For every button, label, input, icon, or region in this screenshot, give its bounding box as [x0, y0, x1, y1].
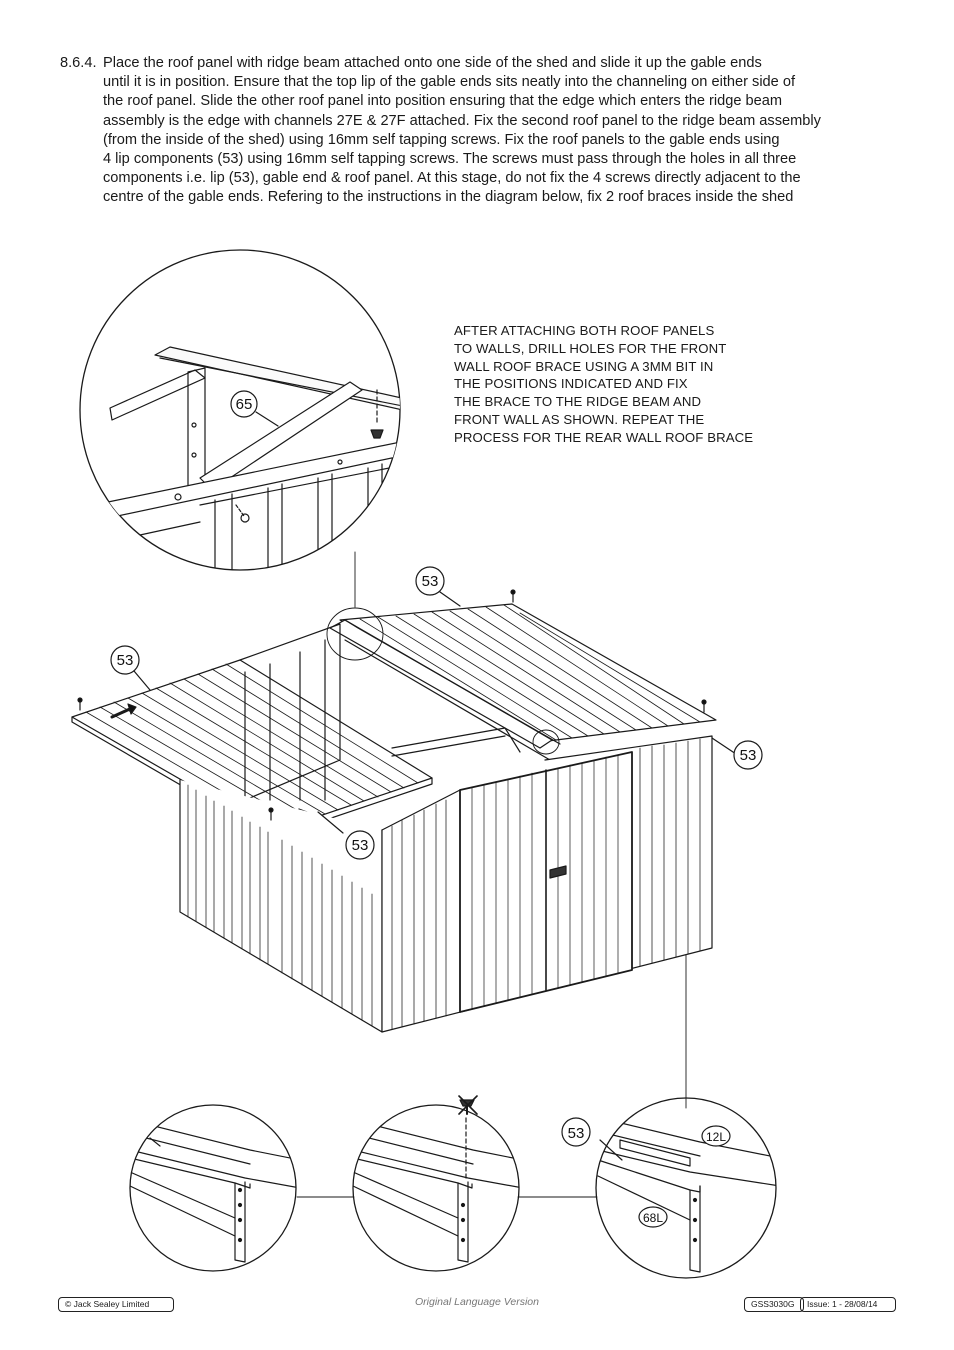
note-line: PROCESS FOR THE REAR WALL ROOF BRACE — [454, 429, 754, 445]
note-line: THE POSITIONS INDICATED AND FIX — [454, 376, 688, 392]
callout-53: 53 — [421, 573, 439, 590]
callout-53: 53 — [351, 837, 369, 854]
lip-detail-1 — [130, 1105, 300, 1271]
callout-68l: 68L — [642, 1211, 664, 1225]
footer-issue: Issue: 1 - 28/08/14 — [800, 1297, 896, 1312]
step-line: 4 lip components (53) using 16mm self tapping screws. The screws must pass through the holes in all three — [103, 151, 797, 168]
step-line: centre of the gable ends. Refering to the instructions in the diagram below, fix 2 roof braces inside the shed — [103, 189, 794, 206]
callout-12l: 12L — [705, 1130, 727, 1144]
shed-drawing — [72, 590, 736, 1032]
lip-detail-3 — [562, 1098, 780, 1278]
step-line: the roof panel. Slide the other roof panel into position ensuring that the edge which enters the ridge beam — [103, 93, 783, 110]
note-line: FRONT WALL AS SHOWN. REPEAT THE — [454, 411, 705, 427]
step-line: until it is in position. Ensure that the top lip of the gable ends sits neatly into the channeling on either side of — [103, 74, 796, 91]
callout-53: 53 — [567, 1125, 585, 1142]
note-line: TO WALLS, DRILL HOLES FOR THE FRONT — [454, 340, 727, 356]
callout-65: 65 — [235, 396, 253, 413]
step-number: 8.6.4. — [60, 55, 97, 71]
note-line: THE BRACE TO THE RIDGE BEAM AND — [454, 394, 702, 410]
footer-model: GSS3030G — [744, 1297, 804, 1312]
note-line: WALL ROOF BRACE USING A 3MM BIT IN — [454, 358, 714, 374]
note-line: AFTER ATTACHING BOTH ROOF PANELS — [454, 323, 715, 338]
roof-brace-detail — [80, 250, 420, 600]
brace-note — [454, 322, 753, 447]
footer-language: Original Language Version — [415, 1296, 539, 1308]
step-line: (from the inside of the shed) using 16mm self tapping screws. Fix the roof panels to the gable ends using — [103, 131, 780, 148]
no-screw-icon — [459, 1096, 477, 1114]
callout-53: 53 — [116, 652, 134, 669]
callout-53: 53 — [739, 747, 757, 764]
step-line: assembly is the edge with channels 27E & 27F attached. Fix the second roof panel to the ridge beam assembly — [103, 112, 821, 129]
step-line: components i.e. lip (53), gable end & roof panel. At this stage, do not fix the 4 screws directly adjacent to the — [103, 170, 801, 187]
lip-detail-2 — [353, 1096, 523, 1271]
step-line: Place the roof panel with ridge beam attached onto one side of the shed and slide it up the gable ends — [103, 55, 762, 71]
footer-copyright: © Jack Sealey Limited — [58, 1297, 174, 1312]
